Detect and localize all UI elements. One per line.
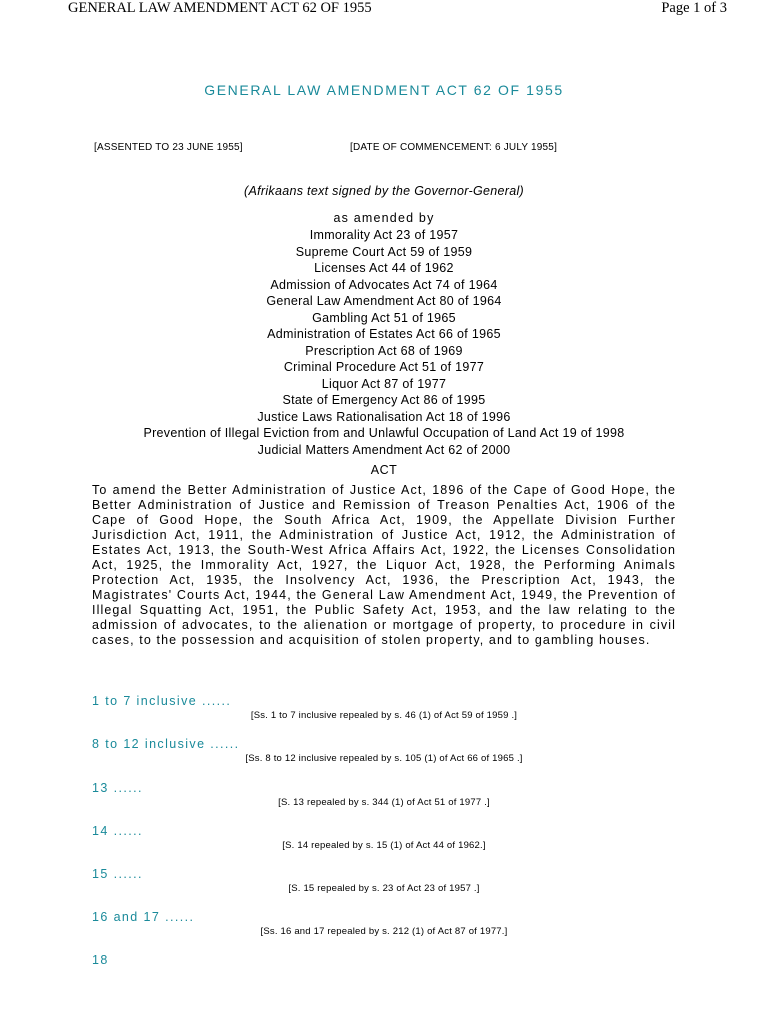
- section-heading: 15 ......: [92, 867, 143, 881]
- act-heading: ACT: [370, 463, 398, 477]
- section-heading: 18: [92, 953, 109, 967]
- section-repeal-note: [S. 14 repealed by s. 15 (1) of Act 44 of 1962.]: [282, 840, 486, 851]
- amendment-item: Supreme Court Act 59 of 1959: [295, 244, 473, 259]
- assent-date: [ASSENTED TO 23 JUNE 1955]: [94, 142, 243, 153]
- amendment-item: Licenses Act 44 of 1962: [314, 261, 454, 275]
- amendment-item: General Law Amendment Act 80 of 1964: [266, 294, 502, 308]
- commencement-date: [DATE OF COMMENCEMENT: 6 JULY 1955]: [350, 142, 558, 153]
- section-repeal-note: [S. 15 repealed by s. 23 of Act 23 of 1957 .]: [288, 883, 480, 894]
- amendment-item: Justice Laws Rationalisation Act 18 of 1996: [257, 409, 511, 424]
- section-18: [0, 953, 768, 993]
- amendment-item: Prevention of Illegal Eviction from and Unlawful Occupation of Land Act 19 of 1998: [143, 426, 625, 440]
- section-1-7: [0, 694, 768, 734]
- amendment-item: Immorality Act 23 of 1957: [309, 228, 459, 242]
- amendment-item: Liquor Act 87 of 1977: [321, 376, 447, 391]
- afrikaans-note: (Afrikaans text signed by the Governor-General): [244, 184, 524, 198]
- section-repeal-note: [S. 13 repealed by s. 344 (1) of Act 51 of 1977 .]: [278, 797, 490, 808]
- amendment-item: Judicial Matters Amendment Act 62 of 2000: [257, 442, 511, 457]
- section-15: [0, 867, 768, 907]
- amendment-item: Prescription Act 68 of 1969: [305, 343, 463, 358]
- amendments-list: [0, 227, 768, 458]
- page-header: [0, 0, 768, 22]
- amendment-item: State of Emergency Act 86 of 1995: [282, 393, 486, 407]
- section-heading: 8 to 12 inclusive ......: [92, 737, 240, 751]
- amendment-item: Criminal Procedure Act 51 of 1977: [283, 360, 485, 374]
- header-page-number: Page 1 of 3: [661, 0, 727, 16]
- section-repeal-note: [Ss. 16 and 17 repealed by s. 212 (1) of Act 87 of 1977.]: [260, 926, 508, 937]
- amendment-item: Gambling Act 51 of 1965: [312, 310, 456, 325]
- section-heading: 14 ......: [92, 824, 143, 838]
- section-13: [0, 781, 768, 821]
- act-title: GENERAL LAW AMENDMENT ACT 62 OF 1955: [204, 82, 564, 98]
- section-8-12: [0, 737, 768, 777]
- section-heading: 16 and 17 ......: [92, 910, 195, 924]
- section-heading: 13 ......: [92, 781, 143, 795]
- amendment-item: Admission of Advocates Act 74 of 1964: [270, 277, 498, 292]
- long-title: To amend the Better Administration of Justice Act, 1896 of the Cape of Good Hope, the Better Administration of Justice and Remission of Treason Penalties Act, 1906 of the Cape of Good Hope, the South Africa Act, 1909, the Appellate Division Further Jurisdiction Act, 1911, the Administration of Justice Act, 1912, the Administration of Estates Act, 1913, the South-West Africa Affairs Act, 1922, the Licenses Consolidation Act, 1925, the Immorality Act, 1927, the Liquor Act, 1928, the Performing Animals Protection Act, 1935, the Insolvency Act, 1936, the Prescription Act, 1943, the Magistrates' Courts Act, 1944, the General Law Amendment Act, 1949, the Prevention of Illegal Squatting Act, 1951, the Public Safety Act, 1953, and the law relating to the admission of advocates, to the alienation or mortgage of property, to procedure in civil cases, to the possession and acquisition of stolen property, and to gambling houses.: [92, 483, 676, 647]
- section-16-17: [0, 910, 768, 950]
- section-repeal-note: [Ss. 8 to 12 inclusive repealed by s. 105 (1) of Act 66 of 1965 .]: [245, 753, 523, 764]
- amended-by-label: as amended by: [333, 211, 435, 225]
- section-14: [0, 824, 768, 864]
- section-repeal-note: [Ss. 1 to 7 inclusive repealed by s. 46 (1) of Act 59 of 1959 .]: [250, 710, 518, 721]
- header-document-title: GENERAL LAW AMENDMENT ACT 62 OF 1955: [68, 0, 372, 16]
- section-heading: 1 to 7 inclusive ......: [92, 694, 232, 708]
- amendment-item: Administration of Estates Act 66 of 1965: [267, 327, 501, 341]
